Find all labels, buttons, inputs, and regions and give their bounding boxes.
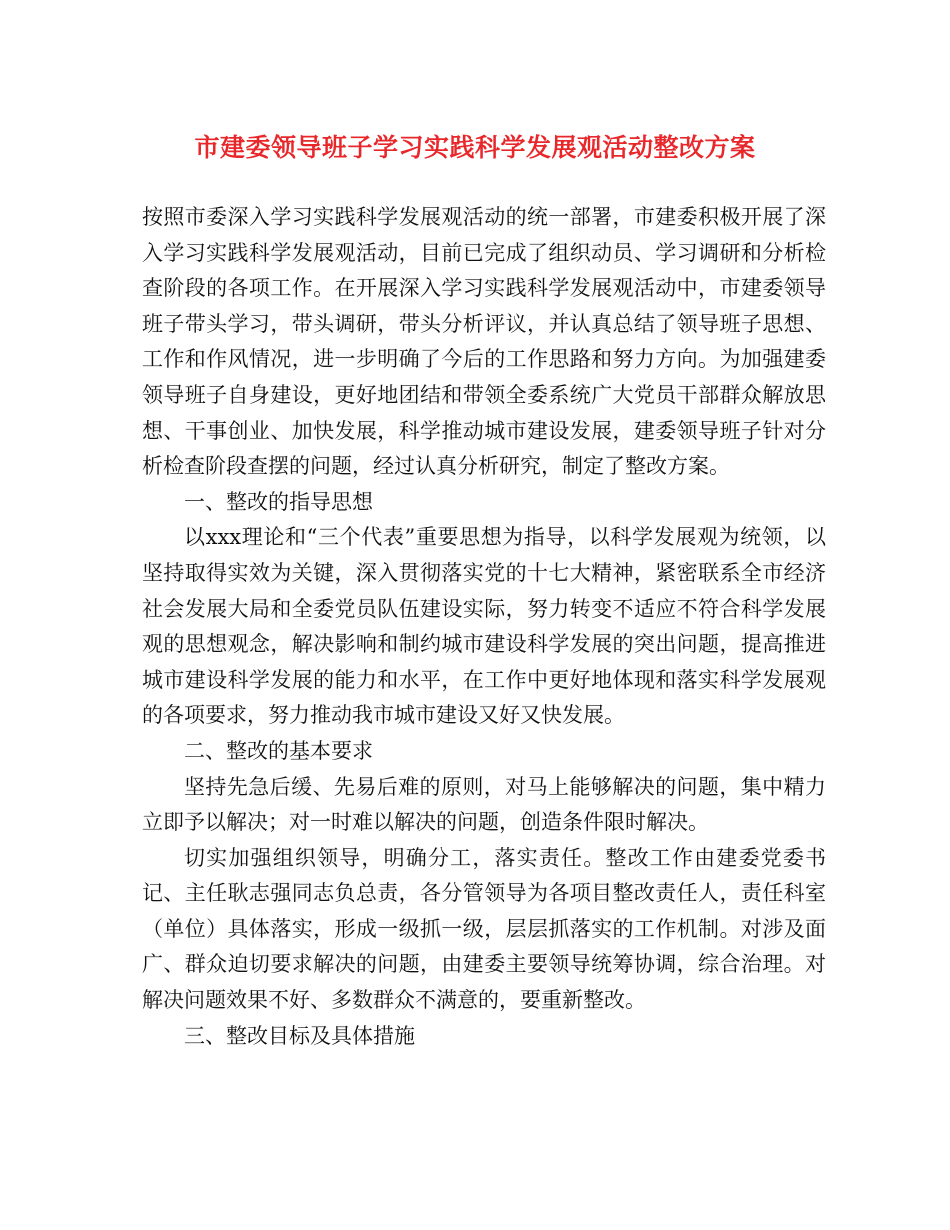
requirements-paragraph-1: 坚持先急后缓、先易后难的原则，对马上能够解决的问题，集中精力立即予以解决；对一时难以解决的问题，创造条件限时解决。	[142, 774, 826, 835]
document-title: 市建委领导班子学习实践科学发展观活动整改方案	[194, 133, 756, 162]
guiding-ideology-paragraph: 以xxx理论和“三个代表”重要思想为指导，以科学发展观为统领，以坚持取得实效为关键，深入贯彻落实党的十七大精神，紧密联系全市经济社会发展大局和全委党员队伍建设实际，努力转变不适应不符合科学发展观的思想观念，解决影响和制约城市建设科学发展的突出问题，提高推进城市建设科学发展的能力和水平，在工作中更好地体现和落实科学发展观的各项要求，努力推动我市城市建设又好又快发展。	[142, 525, 826, 728]
section-heading-goals-measures: 三、整改目标及具体措施	[184, 1023, 415, 1048]
document-body	[142, 200, 826, 1054]
intro-paragraph: 按照市委深入学习实践科学发展观活动的统一部署，市建委积极开展了深入学习实践科学发展观活动，目前已完成了组织动员、学习调研和分析检查阶段的各项工作。在开展深入学习实践科学发展观活动中，市建委领导班子带头学习，带头调研，带头分析评议，并认真总结了领导班子思想、工作和作风情况，进一步明确了今后的工作思路和努力方向。为加强建委领导班子自身建设，更好地团结和带领全委系统广大党员干部群众解放思想、干事创业、加快发展，科学推动城市建设发展，建委领导班子针对分析检查阶段查摆的问题，经过认真分析研究，制定了整改方案。	[142, 205, 826, 479]
section-heading-guiding-ideology: 一、整改的指导思想	[184, 489, 373, 514]
section-heading-basic-requirements: 二、整改的基本要求	[184, 738, 373, 763]
requirements-paragraph-2: 切实加强组织领导，明确分工，落实责任。整改工作由建委党委书记、主任耿志强同志负总责，各分管领导为各项目整改责任人，责任科室（单位）具体落实，形成一级抓一级，层层抓落实的工作机制。对涉及面广、群众迫切要求解决的问题，由建委主要领导统筹协调，综合治理。对解决问题效果不好、多数群众不满意的，要重新整改。	[142, 845, 826, 1013]
